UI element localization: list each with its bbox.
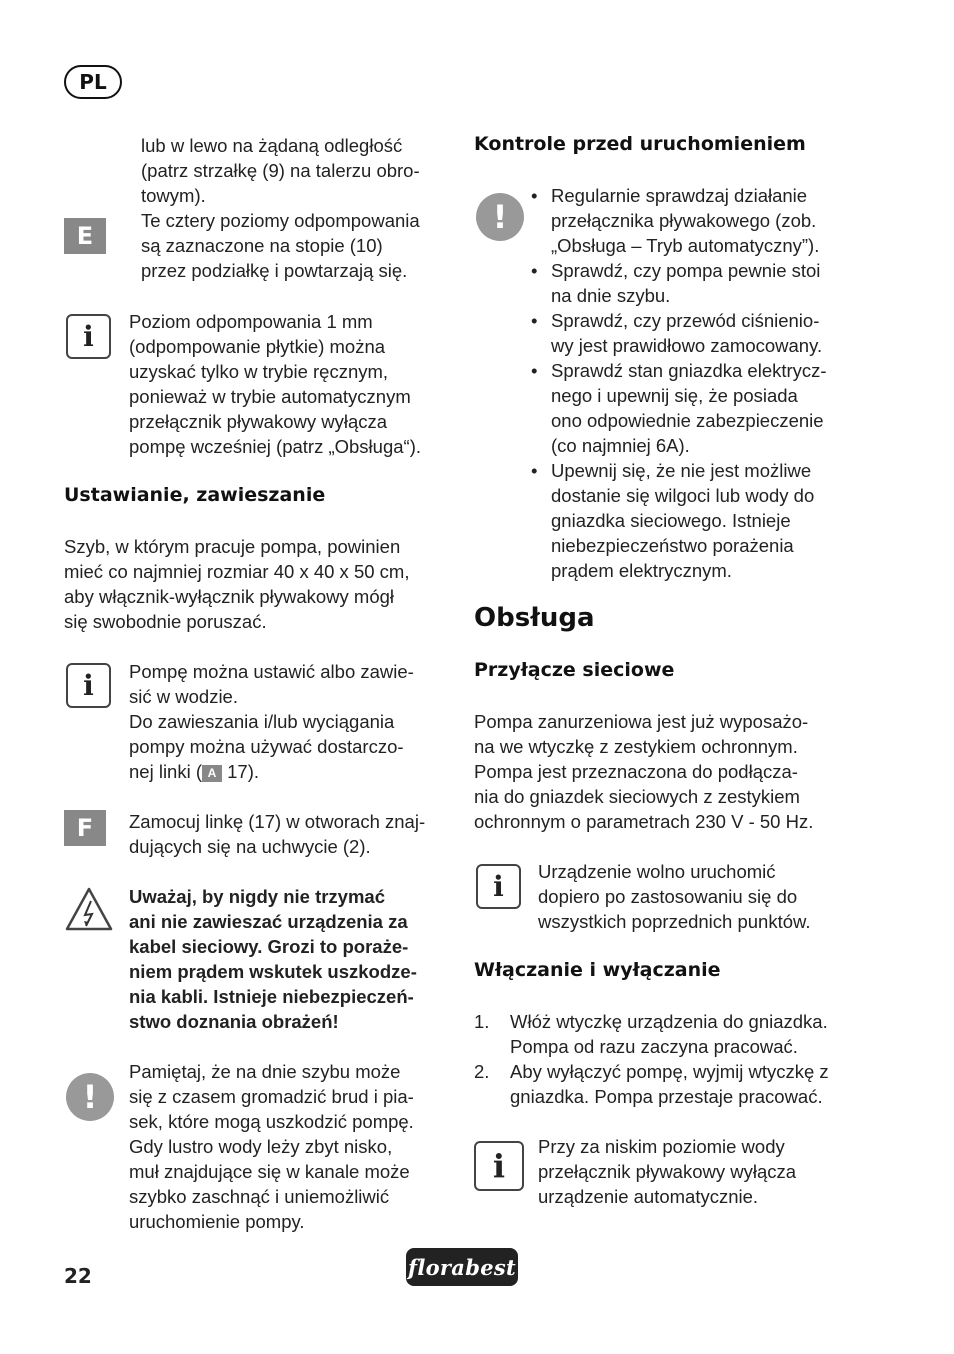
text-line: Włóż wtyczkę urządzenia do gniazdka. [510,1011,828,1032]
text-line: dujących się na uchwycie (2). [129,836,371,857]
text-line: dostanie się wilgoci lub wody do [551,485,815,506]
text-line: towym). [141,185,206,206]
checks-list [527,183,862,583]
text-line: niebezpieczeństwo porażenia [551,535,794,556]
text-line [129,759,451,784]
text-line: (patrz strzałkę (9) na talerzu obro- [141,160,420,181]
text-line: • Sprawdź, czy pompa pewnie stoi [551,260,821,281]
text-line: nego i upewnij się, że posiada [551,385,798,406]
text-line: nia kabli. Istnieje niebezpieczeń- [129,986,414,1007]
text-line: muł znajdujące się w kanale może [129,1161,410,1182]
text-line: na dnie szybu. [551,285,671,306]
heading-operation: Obsługa [474,603,595,633]
info-icon: i [66,663,111,708]
paragraph-setup [64,534,454,634]
text-line: wszystkich poprzednich punktów. [538,911,811,932]
text-line: • Sprawdź, czy przewód ciśnienio- [551,310,820,331]
text-line: ono odpowiednie zabezpieczenie [551,410,824,431]
text-line: Pompa od razu zaczyna pracować. [510,1036,798,1057]
heading-checks: Kontrole przed uruchomieniem [474,133,806,155]
figure-a-badge: A [202,765,222,782]
text-line: gniazdka sieciowego. Istnieje [551,510,791,531]
info-note-pumping-level [129,309,451,459]
text-fragment: 17). [222,761,260,782]
text-line: się swobodnie poruszać. [64,611,267,632]
high-voltage-warning-icon [64,886,114,932]
text-line: sić w wodzie. [129,686,238,707]
text-line: uzyskać tylko w trybie ręcznym, [129,361,389,382]
heading-mains-connection: Przyłącze sieciowe [474,659,675,681]
list-item [527,458,862,583]
text-line: przez podziałkę i powtarzają się. [141,260,408,281]
text-line: • Sprawdź stan gniazdka elektrycz- [551,360,827,381]
text-line: mieć co najmniej rozmiar 40 x 40 x 50 cm, [64,561,410,582]
text-line: Urządzenie wolno uruchomić [538,861,776,882]
text-line: Do zawieszania i/lub wyciągania [129,711,395,732]
text-line: przełącznika pływakowego (zob. [551,210,817,231]
list-item [527,358,862,458]
text-line: się z czasem gromadzić brud i pia- [129,1086,414,1107]
text-line: gniazdka. Pompa przestaje pracować. [510,1086,823,1107]
text-line: ponieważ w trybie automatycznym [129,386,411,407]
info-note-auto-off [538,1134,868,1209]
list-item [474,1059,869,1109]
text-line: Pompa jest przeznaczona do podłącza- [474,761,798,782]
text-line: Uważaj, by nigdy nie trzymać [129,886,385,907]
info-icon: i [66,314,111,359]
step-number: 2. [474,1061,490,1082]
text-line: ani nie zawieszać urządzenia za [129,911,408,932]
text-line: Pompę można ustawić albo zawie- [129,661,414,682]
text-line: nia do gniazdek sieciowych z zestykiem [474,786,800,807]
text-line: dopiero po zastosowaniu się do [538,886,798,907]
heading-on-off: Włączanie i wyłączanie [474,959,721,981]
text-line: (co najmniej 6A). [551,435,690,456]
step-number: 1. [474,1011,490,1032]
page-number: 22 [64,1264,92,1288]
text-line: pompę wcześniej (patrz „Obsługa“). [129,436,421,457]
list-item [474,1009,869,1059]
text-line: Zamocuj linkę (17) w otworach znaj- [129,811,426,832]
paragraph-mains [474,709,869,834]
text-line: • Regularnie sprawdzaj działanie [551,185,808,206]
exclamation-icon: ! [476,193,524,241]
text-line: (odpompowanie płytkie) można [129,336,386,357]
text-line: stwo doznania obrażeń! [129,1011,339,1032]
steps-list [474,1009,869,1109]
figure-e-badge: E [64,218,106,254]
info-icon: i [476,864,521,909]
text-line: są zaznaczone na stopie (10) [141,235,383,256]
text-line: „Obsługa – Tryb automatyczny”). [551,235,820,256]
block-e-text [141,133,451,283]
text-line: szybko zaschnąć i uniemożliwić [129,1186,390,1207]
text-line: aby włącznik-wyłącznik pływakowy mógł [64,586,395,607]
danger-warning-text [129,884,454,1034]
text-line: niem prądem wskutek uszkodze- [129,961,417,982]
text-line: wy jest prawidłowo zamocowany. [551,335,823,356]
text-line: pompy można używać dostarczo- [129,736,404,757]
text-line: Aby wyłączyć pompę, wyjmij wtyczkę z [510,1061,829,1082]
caution-note-text [129,1059,451,1234]
text-line: Pamiętaj, że na dnie szybu może [129,1061,401,1082]
text-line: Gdy lustro wody leży zbyt nisko, [129,1136,393,1157]
brand-logo: florabest [406,1248,518,1286]
text-line: Przy za niskim poziomie wody [538,1136,785,1157]
text-line: Te cztery poziomy odpompowania [141,210,420,231]
text-line: ochronnym o parametrach 230 V - 50 Hz. [474,811,814,832]
text-line: Pompa zanurzeniowa jest już wyposażo- [474,711,809,732]
exclamation-icon: ! [66,1073,114,1121]
list-item [527,183,862,258]
text-line: kabel sieciowy. Grozi to poraże- [129,936,409,957]
text-line: sek, które mogą uszkodzić pompę. [129,1111,414,1132]
text-line: lub w lewo na żądaną odległość [141,135,403,156]
text-line: urządzenie automatycznie. [538,1186,759,1207]
block-f-text [129,809,451,859]
list-item [527,258,862,308]
figure-f-badge: F [64,810,106,846]
text-line: przełącznik pływakowy wyłącza [538,1161,797,1182]
text-line: Szyb, w którym pracuje pompa, powinien [64,536,401,557]
text-line: uruchomienie pompy. [129,1211,305,1232]
list-item [527,308,862,358]
text-line: Poziom odpompowania 1 mm [129,311,373,332]
info-note-start [538,859,868,934]
info-note-hanging [129,659,451,784]
text-line: • Upewnij się, że nie jest możliwe [551,460,812,481]
info-icon: i [474,1141,524,1191]
heading-setup: Ustawianie, zawieszanie [64,484,326,506]
language-badge: PL [64,65,122,99]
text-line: przełącznik pływakowy wyłącza [129,411,388,432]
text-fragment: nej linki ( [129,761,202,782]
text-line: prądem elektrycznym. [551,560,732,581]
text-line: na we wtyczkę z zestykiem ochronnym. [474,736,798,757]
